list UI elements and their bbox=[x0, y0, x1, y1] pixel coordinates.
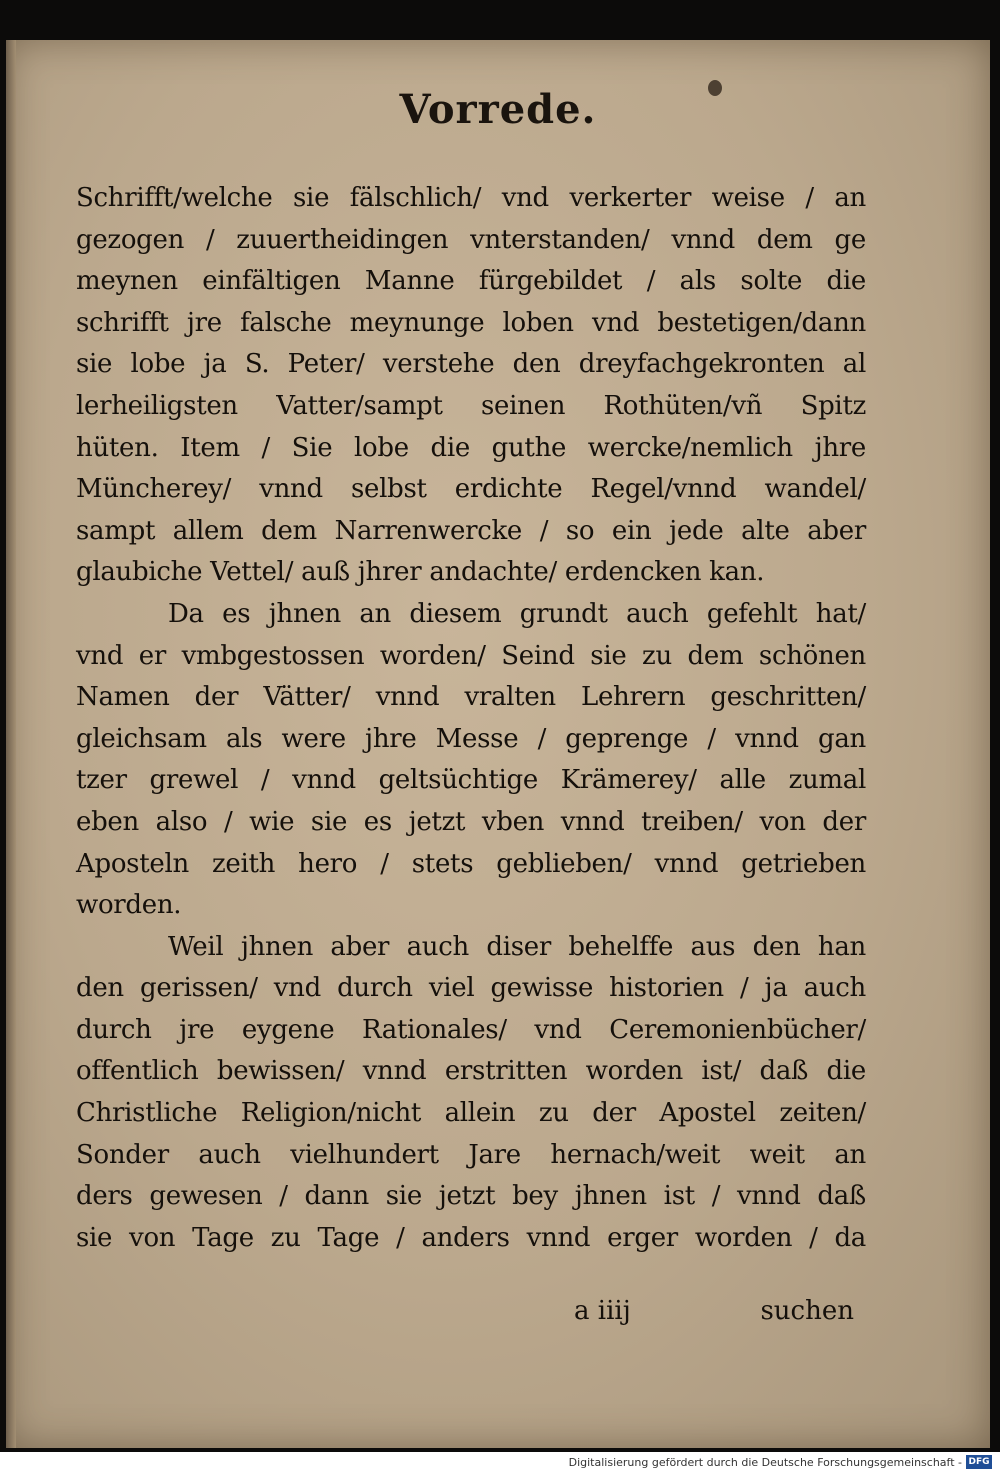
text-line: glaubiche Vettel/ auß jhrer andachte/ erdencken kan. bbox=[76, 557, 765, 588]
text-line: Sonder auch vielhundert Jare hernach/weit weit an bbox=[76, 1139, 866, 1170]
text-line: sie lobe ja S. Peter/ verstehe den dreyfachgekronten al bbox=[76, 349, 866, 380]
catchword: suchen bbox=[760, 1296, 854, 1326]
text-line: sampt allem dem Narrenwercke / so ein jede alte aber bbox=[76, 515, 866, 546]
text-line: ders gewesen / dann sie jetzt bey jhnen ist / vnnd daß bbox=[76, 1181, 866, 1212]
text-line: offentlich bewissen/ vnnd erstritten worden ist/ daß die bbox=[76, 1056, 866, 1087]
text-line: den gerissen/ vnd durch viel gewisse historien / ja auch bbox=[76, 973, 866, 1004]
page-footer-line bbox=[76, 1296, 866, 1338]
text-line: eben also / wie sie es jetzt vben vnnd treiben/ von der bbox=[76, 806, 866, 837]
text-line: Aposteln zeith hero / stets geblieben/ vnnd getrieben bbox=[76, 848, 866, 879]
text-line: schrifft jre falsche meynunge loben vnd bestetigen/dann bbox=[76, 307, 866, 338]
text-line: Weil jhnen aber auch diser behelffe aus den han bbox=[168, 931, 866, 962]
funding-notice-bar bbox=[0, 1452, 1000, 1474]
text-line: gleichsam als were jhre Messe / geprenge / vnnd gan bbox=[76, 723, 866, 754]
page-title: Vorrede. bbox=[399, 86, 597, 133]
text-line: Christliche Religion/nicht allein zu der Apostel zeiten/ bbox=[76, 1098, 866, 1129]
text-line: durch jre eygene Rationales/ vnd Ceremonienbücher/ bbox=[76, 1014, 866, 1045]
text-line: sie von Tage zu Tage / anders vnnd erger worden / da bbox=[76, 1222, 866, 1253]
signature-mark: a iiij bbox=[574, 1296, 631, 1326]
text-line: tzer grewel / vnnd geltsüchtige Krämerey/ alle zumal bbox=[76, 765, 866, 796]
dfg-logo-icon: DFG bbox=[966, 1455, 992, 1469]
text-line: Schrifft/welche sie fälschlich/ vnd verkerter weise / an bbox=[76, 183, 866, 213]
body-text bbox=[76, 178, 866, 1259]
page-edge bbox=[6, 40, 16, 1448]
text-line: hüten. Item / Sie lobe die guthe wercke/nemlich jhre bbox=[76, 432, 866, 463]
text-line: Da es jhnen an diesem grundt auch gefehlt hat/ bbox=[168, 598, 866, 629]
text-line: lerheiligsten Vatter/sampt seinen Rothüten/vñ Spitz bbox=[76, 390, 866, 421]
text-line: Namen der Vätter/ vnnd vralten Lehrern geschritten/ bbox=[76, 682, 866, 713]
text-line: worden. bbox=[76, 890, 182, 921]
text-line: gezogen / zuuertheidingen vnterstanden/ vnnd dem ge bbox=[76, 224, 866, 255]
text-line: vnd er vmbgestossen worden/ Seind sie zu dem schönen bbox=[76, 640, 866, 671]
text-line: meynen einfältigen Manne fürgebildet / als solte die bbox=[76, 266, 866, 297]
book-page bbox=[6, 40, 990, 1448]
funding-notice: Digitalisierung gefördert durch die Deutsche Forschungsgemeinschaft - bbox=[568, 1456, 962, 1469]
text-line: Müncherey/ vnnd selbst erdichte Regel/vnnd wandel/ bbox=[76, 474, 866, 505]
